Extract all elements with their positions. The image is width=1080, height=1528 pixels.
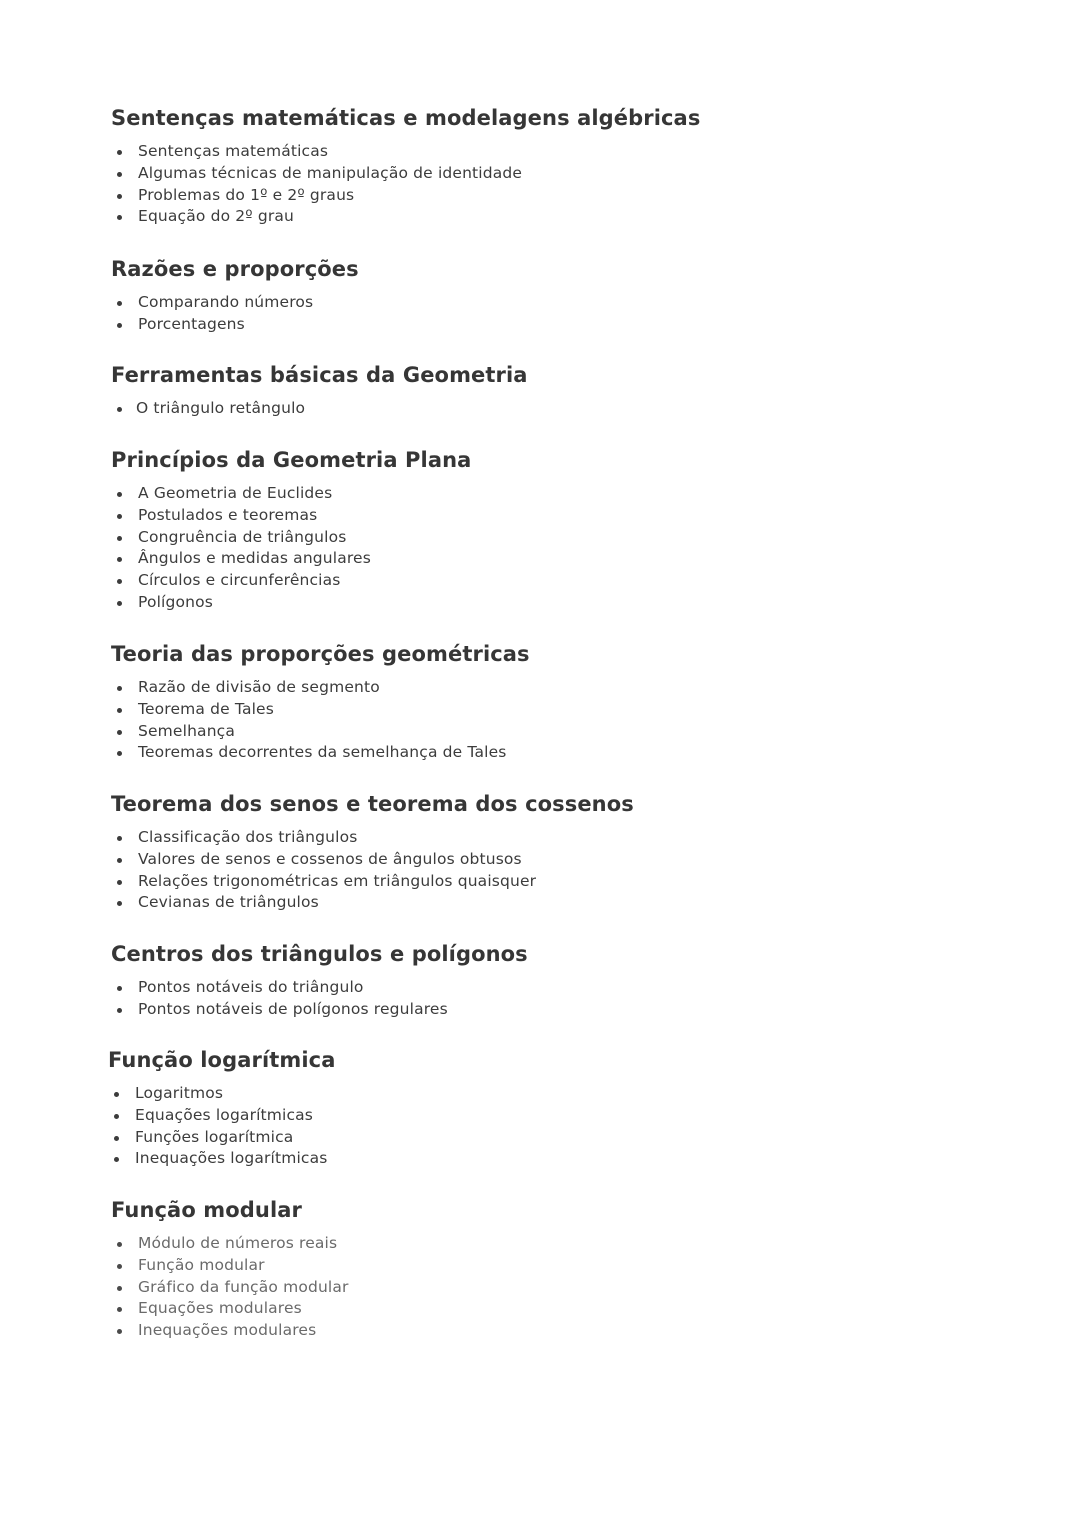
list-item: Congruência de triângulos: [111, 527, 471, 549]
section-funcao-modular: [111, 1196, 349, 1342]
topic-list: [111, 398, 528, 420]
section-heading: Sentenças matemáticas e modelagens algébricas: [111, 106, 701, 130]
section-heading: Teoria das proporções geométricas: [111, 642, 530, 666]
section-razoes-proporcoes: [111, 255, 359, 336]
list-item: Cevianas de triângulos: [111, 892, 634, 914]
list-item: Comparando números: [111, 292, 359, 314]
list-item: Problemas do 1º e 2º graus: [111, 185, 700, 207]
list-item: Porcentagens: [111, 314, 359, 336]
section-centros-triangulos-poligonos: [111, 940, 528, 1021]
list-item: Gráfico da função modular: [111, 1277, 349, 1299]
list-item: Razão de divisão de segmento: [111, 677, 530, 699]
list-item: A Geometria de Euclides: [111, 483, 471, 505]
list-item: Função modular: [111, 1255, 349, 1277]
section-ferramentas-geometria: [111, 361, 528, 420]
list-item: Polígonos: [111, 592, 471, 614]
list-item: Classificação dos triângulos: [111, 827, 634, 849]
section-heading: Função logarítmica: [108, 1048, 336, 1072]
list-item: Funções logarítmica: [108, 1127, 335, 1149]
list-item: Relações trigonométricas em triângulos quaisquer: [111, 871, 634, 893]
section-heading: Função modular: [111, 1198, 302, 1222]
list-item: Equações logarítmicas: [108, 1105, 335, 1127]
section-heading: Teorema dos senos e teorema dos cossenos: [111, 792, 634, 816]
list-item: Inequações modulares: [111, 1320, 349, 1342]
list-item: Equação do 2º grau: [111, 206, 700, 228]
list-item: Postulados e teoremas: [111, 505, 471, 527]
section-heading: Princípios da Geometria Plana: [111, 448, 472, 472]
section-teorema-senos-cossenos: [111, 790, 634, 914]
section-principios-geometria-plana: [111, 446, 471, 614]
list-item: Sentenças matemáticas: [111, 141, 700, 163]
list-item: Teoremas decorrentes da semelhança de Tales: [111, 742, 530, 764]
list-item: O triângulo retângulo: [111, 398, 528, 420]
list-item: Pontos notáveis de polígonos regulares: [111, 999, 528, 1021]
topic-list: [111, 977, 528, 1021]
list-item: Módulo de números reais: [111, 1233, 349, 1255]
list-item: Semelhança: [111, 721, 530, 743]
section-funcao-logaritmica: [108, 1046, 335, 1170]
topic-list: [111, 292, 359, 336]
section-heading: Centros dos triângulos e polígonos: [111, 942, 528, 966]
list-item: Logaritmos: [108, 1083, 335, 1105]
list-item: Inequações logarítmicas: [108, 1148, 335, 1170]
topic-list: [111, 827, 634, 914]
topic-list: [111, 677, 530, 764]
list-item: Teorema de Tales: [111, 699, 530, 721]
section-teoria-proporcoes-geometricas: [111, 640, 530, 764]
list-item: Pontos notáveis do triângulo: [111, 977, 528, 999]
section-heading: Ferramentas básicas da Geometria: [111, 363, 528, 387]
list-item: Valores de senos e cossenos de ângulos obtusos: [111, 849, 634, 871]
topic-list: [108, 1083, 335, 1170]
section-heading: Razões e proporções: [111, 257, 359, 281]
list-item: Círculos e circunferências: [111, 570, 471, 592]
section-sentencas-matematicas: [111, 104, 700, 228]
list-item: Algumas técnicas de manipulação de identidade: [111, 163, 700, 185]
topic-list: [111, 1233, 349, 1342]
topic-list: [111, 141, 700, 228]
topic-list: [111, 483, 471, 614]
list-item: Ângulos e medidas angulares: [111, 548, 471, 570]
list-item: Equações modulares: [111, 1298, 349, 1320]
